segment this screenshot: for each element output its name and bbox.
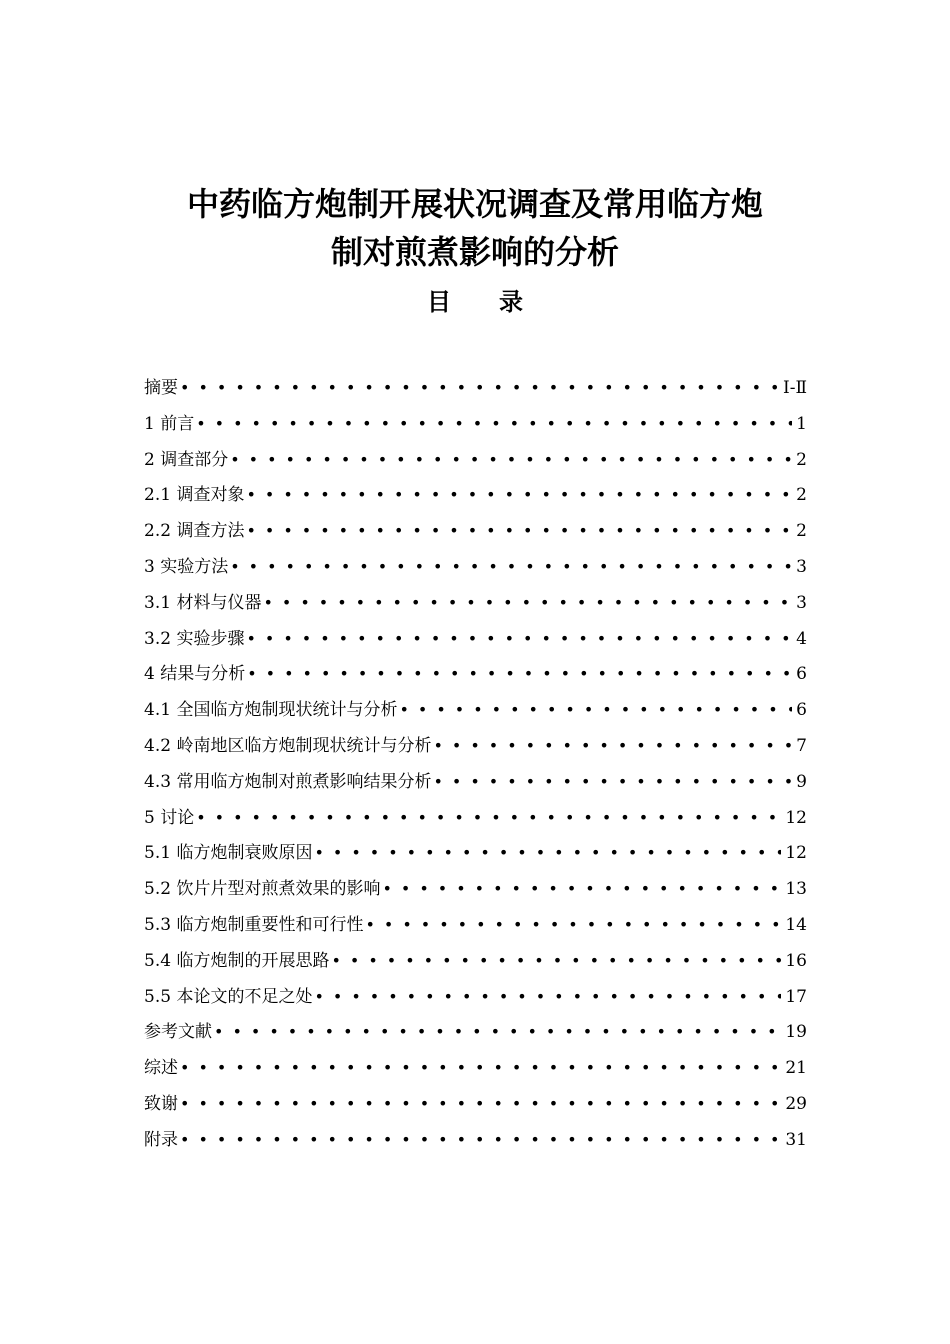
toc-entry-label: 2.1 调查对象 <box>144 485 245 506</box>
toc-dot-leader <box>246 477 792 513</box>
toc-dot-leader <box>247 656 792 692</box>
toc-entry[interactable] <box>144 692 807 728</box>
toc-entry[interactable] <box>144 477 807 513</box>
toc-entry-label: 摘要 <box>144 378 178 398</box>
toc-entry[interactable] <box>144 1086 807 1122</box>
toc-entry[interactable] <box>144 1014 807 1050</box>
toc-dot-leader <box>382 871 781 907</box>
toc-entry[interactable] <box>144 442 807 478</box>
toc-entry[interactable] <box>144 513 807 549</box>
toc-entry[interactable] <box>144 979 807 1015</box>
toc-dot-leader <box>214 1014 781 1050</box>
toc-dot-leader <box>399 692 792 728</box>
toc-entry[interactable] <box>144 1122 807 1158</box>
toc-heading <box>0 284 950 320</box>
toc-entry[interactable] <box>144 764 807 800</box>
toc-dot-leader <box>196 406 792 442</box>
toc-entry[interactable] <box>144 728 807 764</box>
toc-entry-page: 7 <box>796 735 807 756</box>
toc-entry-page: 6 <box>796 700 807 721</box>
toc-dot-leader <box>180 1050 781 1086</box>
toc-entry[interactable] <box>144 800 807 836</box>
toc-entry-page: 14 <box>785 914 807 935</box>
toc-entry-label: 致谢 <box>144 1093 178 1114</box>
toc-dot-leader <box>246 513 792 549</box>
toc-entry-label: 综述 <box>144 1058 178 1079</box>
toc-entry-page: 17 <box>785 986 807 1007</box>
toc-dot-leader <box>433 728 792 764</box>
toc-entry[interactable] <box>144 871 807 907</box>
toc-entry-label: 5 讨论 <box>144 807 195 828</box>
toc-entry-label: 5.4 临方炮制的开展思路 <box>144 950 330 971</box>
toc-entry[interactable] <box>144 585 807 621</box>
toc-dot-leader <box>314 979 781 1015</box>
toc-dot-leader <box>230 442 792 478</box>
toc-entry-page: Ⅰ-Ⅱ <box>782 378 807 398</box>
toc-dot-leader <box>196 800 781 836</box>
toc-dot-leader <box>180 370 779 406</box>
toc-entry-label: 2 调查部分 <box>144 449 229 470</box>
toc-entry[interactable] <box>144 549 807 585</box>
toc-entry-label: 5.3 临方炮制重要性和可行性 <box>144 914 364 935</box>
toc-entry-label: 5.1 临方炮制衰败原因 <box>144 843 313 864</box>
toc-entry-page: 12 <box>785 843 807 864</box>
toc-entry-label: 参考文献 <box>144 1022 212 1043</box>
toc-entry-label: 3 实验方法 <box>144 556 229 577</box>
toc-entry[interactable] <box>144 370 807 406</box>
toc-entry-label: 1 前言 <box>144 413 195 434</box>
toc-entry-page: 21 <box>785 1058 807 1079</box>
toc-entry-label: 附录 <box>144 1129 178 1150</box>
toc-entry-page: 4 <box>796 628 807 649</box>
toc-entry-label: 3.1 材料与仪器 <box>144 592 262 613</box>
toc-dot-leader <box>331 943 781 979</box>
toc-entry-page: 2 <box>796 485 807 506</box>
toc-entry-page: 16 <box>785 950 807 971</box>
toc-entry-page: 19 <box>785 1022 807 1043</box>
toc-entry[interactable] <box>144 656 807 692</box>
toc-entry[interactable] <box>144 1050 807 1086</box>
toc-entry-label: 4.1 全国临方炮制现状统计与分析 <box>144 700 398 721</box>
toc-entry-label: 2.2 调查方法 <box>144 521 245 542</box>
toc-entry-label: 5.5 本论文的不足之处 <box>144 986 313 1007</box>
toc-entry-page: 12 <box>785 807 807 828</box>
toc-entry[interactable] <box>144 406 807 442</box>
toc-heading-char-1: 目 <box>427 288 451 316</box>
toc-dot-leader <box>433 764 792 800</box>
toc-dot-leader <box>314 835 781 871</box>
toc-entry-label: 4 结果与分析 <box>144 664 246 685</box>
toc-dot-leader <box>263 585 792 621</box>
toc-entry[interactable] <box>144 835 807 871</box>
document-title-line-1: 中药临方炮制开展状况调查及常用临方炮 <box>186 185 763 223</box>
toc-entry-label: 3.2 实验步骤 <box>144 628 245 649</box>
table-of-contents <box>144 370 807 1158</box>
toc-entry-label: 4.2 岭南地区临方炮制现状统计与分析 <box>144 735 432 756</box>
toc-entry-page: 6 <box>796 664 807 685</box>
toc-entry-page: 3 <box>796 592 807 613</box>
toc-entry-page: 31 <box>785 1129 807 1150</box>
toc-entry-label: 5.2 饮片片型对煎煮效果的影响 <box>144 879 381 900</box>
toc-dot-leader <box>180 1122 781 1158</box>
toc-heading-char-2: 录 <box>499 288 523 316</box>
toc-entry-page: 2 <box>796 449 807 470</box>
toc-entry-page: 2 <box>796 521 807 542</box>
toc-entry-label: 4.3 常用临方炮制对煎煮影响结果分析 <box>144 771 432 792</box>
toc-dot-leader <box>365 907 781 943</box>
toc-dot-leader <box>230 549 792 585</box>
document-title-line-2: 制对煎煮影响的分析 <box>330 233 619 271</box>
toc-entry-page: 9 <box>796 771 807 792</box>
toc-entry-page: 13 <box>785 879 807 900</box>
toc-dot-leader <box>180 1086 781 1122</box>
toc-entry[interactable] <box>144 621 807 657</box>
toc-entry[interactable] <box>144 907 807 943</box>
toc-entry-page: 29 <box>785 1093 807 1114</box>
toc-entry-page: 1 <box>796 413 807 434</box>
toc-entry[interactable] <box>144 943 807 979</box>
toc-entry-page: 3 <box>796 556 807 577</box>
toc-dot-leader <box>246 621 792 657</box>
